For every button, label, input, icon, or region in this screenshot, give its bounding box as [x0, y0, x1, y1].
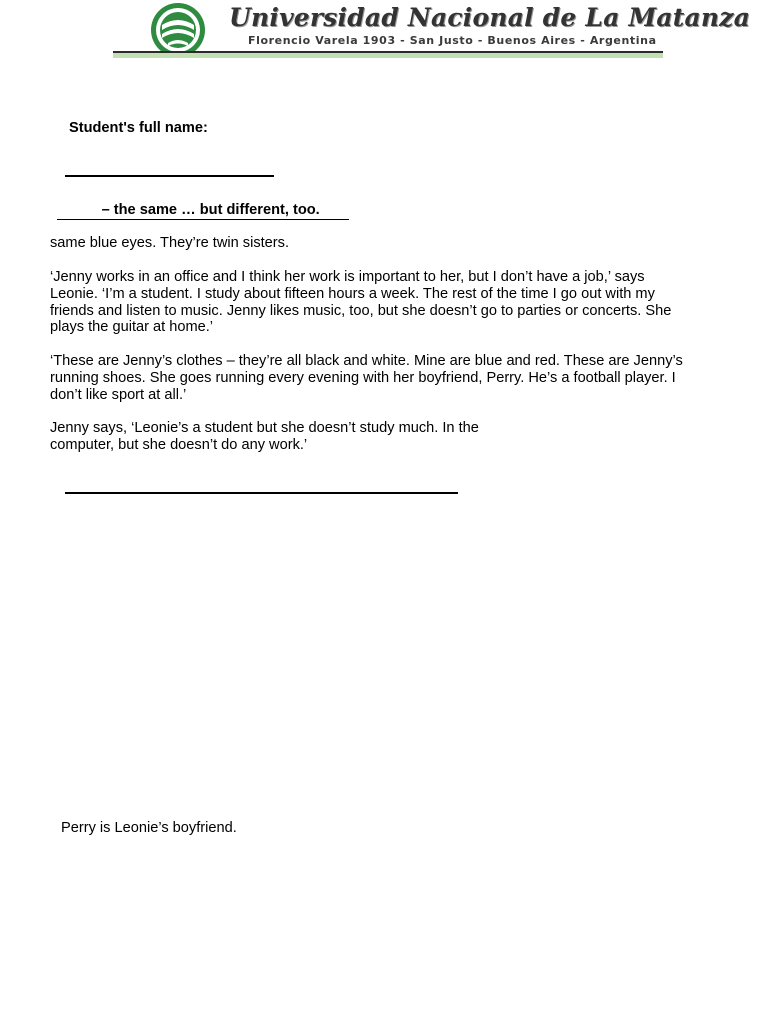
exercise-statement: Perry is Leonie’s boyfriend. [61, 820, 237, 836]
paragraph-line: computer, but she doesn’t do any work.’ [50, 436, 308, 453]
paragraph-line: Leonie. ‘I’m a student. I study about fifteen hours a week. The rest of the time I go out with my [50, 285, 655, 302]
paragraph-line: running shoes. She goes running every evening with her boyfriend, Perry. He’s a football player. I [50, 369, 676, 386]
paragraph-line: ‘Jenny works in an office and I think her work is important to her, but I don’t have a job,’ says [50, 269, 645, 285]
paragraph-line: plays the guitar at home.’ [50, 319, 214, 336]
paragraph-line: same blue eyes. They’re twin sisters. [50, 235, 290, 251]
student-name-blank[interactable] [65, 175, 274, 177]
paragraph-line: friends and listen to music. Jenny likes music, too, but she doesn’t go to parties or concerts. She [50, 302, 672, 319]
paragraph-2 [50, 269, 740, 336]
paragraph-1 [50, 235, 740, 252]
university-name: Universidad Nacional de La Matanza [229, 3, 751, 32]
paragraph-4 [50, 420, 740, 454]
reading-title: – the same … but different, too. [57, 202, 349, 220]
paragraph-3 [50, 353, 740, 403]
paragraph-line: Jenny says, ‘Leonie’s a student but she doesn’t study much. In the [50, 420, 479, 436]
student-name-label: Student's full name: [69, 120, 208, 136]
paragraph-line: don’t like sport at all.’ [50, 386, 187, 403]
university-locations: Florencio Varela 1903 - San Justo - Buenos Aires - Argentina [248, 34, 657, 47]
answer-blank[interactable] [65, 492, 458, 494]
header-rule-accent [113, 53, 663, 58]
paragraph-line: ‘These are Jenny’s clothes – they’re all black and white. Mine are blue and red. These are Jenny’s [50, 353, 683, 369]
